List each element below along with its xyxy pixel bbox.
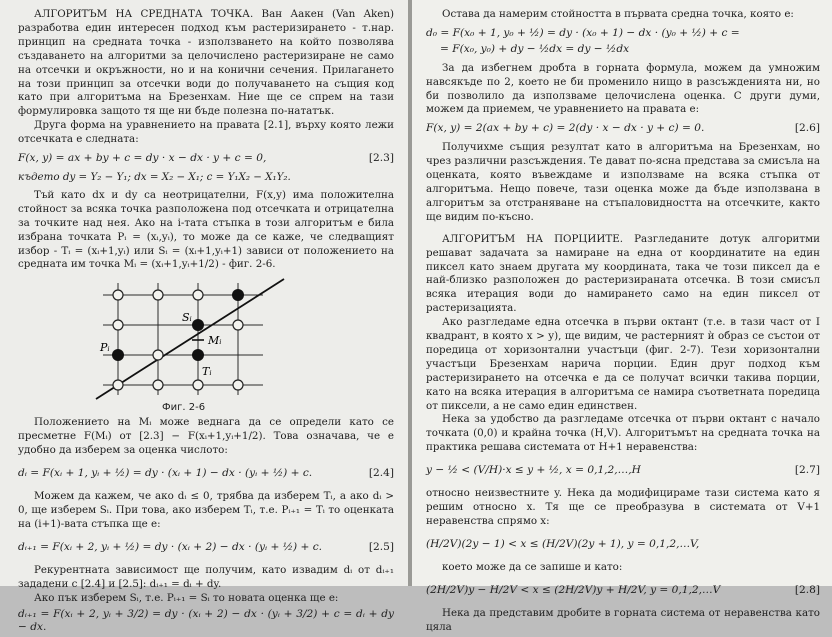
choice-paragraph: Можем да кажем, че ако dᵢ ≤ 0, трябва да изберем Tᵢ, а ако dᵢ > 0, ще изберем Sᵢ. При това, ако изберем Tᵢ, т.е. Pᵢ₊₁ = Tᵢ то оценката на (i+1)-вата стъпка ще е: <box>18 490 394 530</box>
equation-2-4-number: [2.4] <box>368 467 394 480</box>
midpoint-intro-paragraph: АЛГОРИТЪМ НА СРЕДНАТА ТОЧКА. Ван Аакен (Van Aken) разработва един интересен подход към растеризирането - т.нар. принцип на средната точка - използването на който позволява създаването на алгоритми за целочислено растеризиране не само на отсечки и окръжности, но и на конични сечения. Прилагането на този принцип за отсечки води до получаването на същия код като при алгоритъма на Брезенхам. Ние ще се спрем на тази формулировка защото тя ще ни бъде полезна по-нататък. <box>18 8 394 118</box>
equation-2-3-number: [2.3] <box>368 152 394 165</box>
equation-s-update <box>18 607 394 634</box>
figure-caption: Фиг. 2-6 <box>162 402 206 414</box>
label-m: Mᵢ <box>208 334 222 348</box>
fractions-paragraph: Нека да представим дробите в горната система от неравенства като цяла <box>426 606 820 633</box>
equation-2-7-body: y − ½ < (V/H)·x ≤ y + ½, x = 0,1,2,…,H <box>426 464 641 477</box>
equation-d0-body: d₀ = F(x₀ + 1, y₀ + ½) = dy · (x₀ + 1) − dx · (y₀ + ½) + c = <box>426 26 740 39</box>
midpoint-grid-diagram <box>88 275 298 401</box>
system-paragraph: Нека за удобство да разгледаме отсечка от първи октант с начало точката (0,0) и крайна точка (H,V). Алгоритъмът на средната точка на практика решава системата от H+1 неравенства: <box>426 413 820 454</box>
modify-system-paragraph: относно неизвестните y. Нека да модифицираме тази система като я решим относно x. Тя ще се преобразува в системата от V+1 неравенства спрямо x: <box>426 487 820 527</box>
left-column <box>18 8 394 637</box>
integer-estimate-paragraph: За да избегнем дробта в горната формула, можем да умножим навсякъде по 2, което не би променило нищо в разсъжденията ни, но би позволило да използваме целочислена оценка. С други думи, можем да приемем, че уравнението на правата е: <box>426 61 820 116</box>
equation-2-7 <box>426 460 820 482</box>
bresenham-result-paragraph: Получихме същия резултат като в алгоритъма на Брезенхам, но чрез различни разсъждения. Те дават по-ясна представа за смисъла на оценката, която въвеждаме и използваме на всяка стъпка от алгоритъма. Нещо повече, тази оценка може да бъде използвана в алгоритъм за отстраняване на стъпаловидността на отсечките, както ще видим по-късно. <box>426 141 820 223</box>
left-page <box>0 0 408 634</box>
equation-d0 <box>426 27 820 41</box>
figure-2-6 <box>18 275 394 413</box>
equation-2-3-body: F(x, y) = ax + by + c = dy · x − dx · y + c = 0, <box>18 152 267 165</box>
rasterized-line <box>96 279 284 399</box>
equation-2-4 <box>18 463 394 485</box>
equation-2-5 <box>18 537 394 559</box>
line-equation-paragraph: Друга форма на уравнението на правата [2.1], върху която лежи отсечката е следната: <box>18 119 394 146</box>
equation-2-8-body: (2H/2V)y − H/2V < x ≤ (2H/2V)y + H/2V, y = 0,1,2,…V <box>426 583 721 596</box>
midpoint-position-paragraph: Положението на Mᵢ може веднага да се определи като се пресметне F(Mᵢ) от [2.3] − F(xᵢ+1,yᵢ+1/2). Това означава, че е удобно да изберем за оценка числото: <box>18 416 394 457</box>
equation-d0-continued <box>426 43 820 57</box>
equation-2-4-body: dᵢ = F(xᵢ + 1, yᵢ + ½) = dy · (xᵢ + 1) − dx · (yᵢ + ½) + c. <box>18 467 313 480</box>
equation-s-update-body: dᵢ₊₁ = F(xᵢ + 2, yᵢ + 3/2) = dy · (xᵢ + 2) − dx · (yᵢ + 3/2) + c = dᵢ + dy − dx. <box>18 607 394 634</box>
equation-2-6 <box>426 122 820 136</box>
right-column <box>426 8 820 635</box>
equation-2-8-number: [2.8] <box>794 583 820 596</box>
equation-2-6-number: [2.6] <box>794 122 820 135</box>
equation-2-6-body: F(x, y) = 2(ax + by + c) = 2(dy · x − dx · y + c) = 0. <box>426 122 705 135</box>
label-t: Tᵢ <box>202 365 212 379</box>
equation-2-5-body: dᵢ₊₁ = F(xᵢ + 2, yᵢ + ½) = dy · (xᵢ + 2) − dx · (yᵢ + ½) + c. <box>18 540 323 553</box>
sign-paragraph: Тъй като dx и dy са неотрицателни, F(x,y) има положителна стойност за всяка точка разположена под отсечката и отрицателна за точките над нея. Ако на i-тата стъпка в този алгоритъм е била избрана точката Pᵢ = (xᵢ,yᵢ), то може да се каже, че следващият избор - Tᵢ = (xᵢ+1,yᵢ) или Sᵢ = (xᵢ+1,yᵢ+1) зависи от положението на средната им точка Mᵢ = (xᵢ+1,yᵢ+1/2) - фиг. 2-6. <box>18 188 394 271</box>
equation-x-system <box>426 534 820 556</box>
runs-intro-paragraph: АЛГОРИТЪМ НА ПОРЦИИТЕ. Разгледаните дотук алгоритми решават задачата за намиране на една от координатите на един пиксел като знаем другата му координата, така че този пиксел да е най-близко разположен до растеризираната отсечка. В този смисъл всяка итерация води до намирането само на един пиксел от растеризацията. <box>426 232 820 315</box>
equation-x-system-body: (H/2V)(2y − 1) < x ≤ (H/2V)(2y + 1), y = 0,1,2,…V, <box>426 537 700 550</box>
rewrite-paragraph: което може да се запише и като: <box>442 560 623 573</box>
equation-2-8 <box>426 580 820 602</box>
equation-2-3 <box>18 152 394 166</box>
octant-paragraph: Ако разгледаме една отсечка в първи октант (т.е. в тази част от I квадрант, в която x > y), ще видим, че растерният ѝ образ се състои от поредица от хоризонтални участъци (фиг. 2-7). Тези хоризонтални участъци Брезенхам нарича порции. Един друг подход към растеризирането на отсечка е да се получат всички такива порции, като на всяка итерация в алгоритъма се намира съответната поредица от пиксели, а не само един единствен. <box>426 316 820 412</box>
right-page <box>412 0 832 633</box>
equation-2-7-number: [2.7] <box>794 464 820 477</box>
label-s: Sᵢ <box>182 311 192 325</box>
first-midpoint-paragraph: Остава да намерим стойността в първата средна точка, която е: <box>442 8 794 20</box>
label-p: Pᵢ <box>100 341 110 355</box>
coefficients-line: където dy = Y₂ − Y₁; dx = X₂ − X₁; c = Y₁X₂ − X₁Y₂. <box>18 170 291 183</box>
equation-2-5-number: [2.5] <box>368 540 394 553</box>
equation-d0-continued-body: = F(x₀, y₀) + dy − ½dx = dy − ½dx <box>440 42 630 55</box>
s-choice-paragraph: Ако пък изберем Sᵢ, т.е. Pᵢ₊₁ = Sᵢ то новата оценка ще е: <box>34 591 339 604</box>
recurrence-paragraph: Рекурентната зависимост ще получим, като извадим dᵢ от dᵢ₊₁ зададени с [2.4] и [2.5]: dᵢ₊₁ = dᵢ + dy. <box>18 563 394 590</box>
